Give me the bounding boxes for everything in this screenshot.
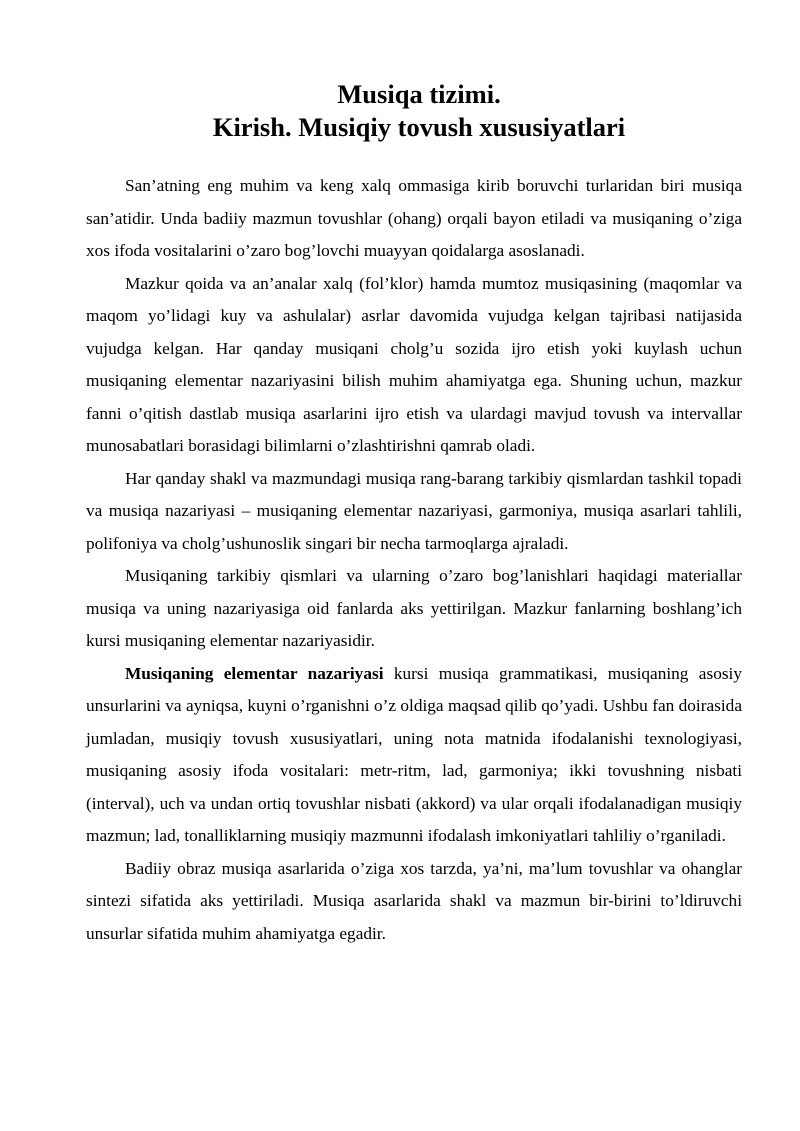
- paragraph-4: [86, 560, 742, 658]
- paragraph-text: San’atning eng muhim va keng xalq ommasiga kirib boruvchi turlaridan biri musiqa san’atidir. Unda badiiy mazmun tovushlar (ohang) orqali bayon etiladi va musiqaning o’ziga xos ifoda vositalarini o’zaro bog’lovchi muayyan qoidalarga asoslanadi.: [86, 176, 742, 260]
- paragraph-5: [86, 658, 742, 853]
- title-line-1: Musiqa tizimi.: [337, 79, 501, 109]
- page-title: [86, 78, 742, 144]
- paragraph-text: kursi musiqa grammatikasi, musiqaning asosiy unsurlarini va ayniqsa, kuyni o’rganishni o’z oldiga maqsad qilib qo’yadi. Ushbu fan doirasida jumladan, musiqiy tovush xususiyatlari, uning nota matnida ifodalanishi texnologiyasi, musiqaning asosiy ifoda vositalari: metr-ritm, lad, garmoniya; ikki tovushning nisbati (interval), uch va undan ortiq tovushlar nisbati (akkord) va ular orqali ifodalanadigan musiqiy mazmun; lad, tonalliklarning musiqiy mazmunni ifodalash imkoniyatlari tahliliy o’rganiladi.: [86, 663, 742, 845]
- bold-term: Musiqaning elementar nazariyasi: [125, 663, 384, 683]
- paragraph-6: [86, 853, 742, 951]
- paragraph-2: [86, 268, 742, 463]
- paragraph-text: Musiqaning tarkibiy qismlari va ularning o’zaro bog’lanishlari haqidagi materiallar musiqa va uning nazariyasiga oid fanlarda aks yettirilgan. Mazkur fanlarning boshlang’ich kursi musiqaning elementar nazariyasidir.: [86, 566, 742, 650]
- paragraph-1: [86, 170, 742, 268]
- paragraph-text: Badiiy obraz musiqa asarlarida o’ziga xos tarzda, ya’ni, ma’lum tovushlar va ohanglar sintezi sifatida aks yettiriladi. Musiqa asarlarida shakl va mazmun bir-birini to’ldiruvchi unsurlar sifatida muhim ahamiyatga egadir.: [86, 858, 742, 943]
- paragraph-3: [86, 463, 742, 561]
- paragraph-text: Mazkur qoida va an’analar xalq (fol’klor) hamda mumtoz musiqasining (maqomlar va maqom yo’lidagi kuy va ashulalar) asrlar davomida vujudga kelgan tajribasi natijasida vujudga kelgan. Har qanday musiqani cholg’u sozida ijro etish yoki kuylash uchun musiqaning elementar nazariyasini bilish muhim ahamiyatga ega. Shuning uchun, mazkur fanni o’qitish dastlab musiqa asarlarini ijro etish va ulardagi mavjud tovush va intervallar munosabatlari borasidagi bilimlarni o’zlashtirishni qamrab oladi.: [86, 273, 742, 455]
- paragraph-text: Har qanday shakl va mazmundagi musiqa rang-barang tarkibiy qismlardan tashkil topadi va musiqa nazariyasi – musiqaning elementar nazariyasi, garmoniya, musiqa asarlari tahlili, polifoniya va cholg’ushunoslik singari bir necha tarmoqlarga ajraladi.: [86, 468, 742, 553]
- title-line-2: Kirish. Musiqiy tovush xususiyatlari: [212, 112, 626, 142]
